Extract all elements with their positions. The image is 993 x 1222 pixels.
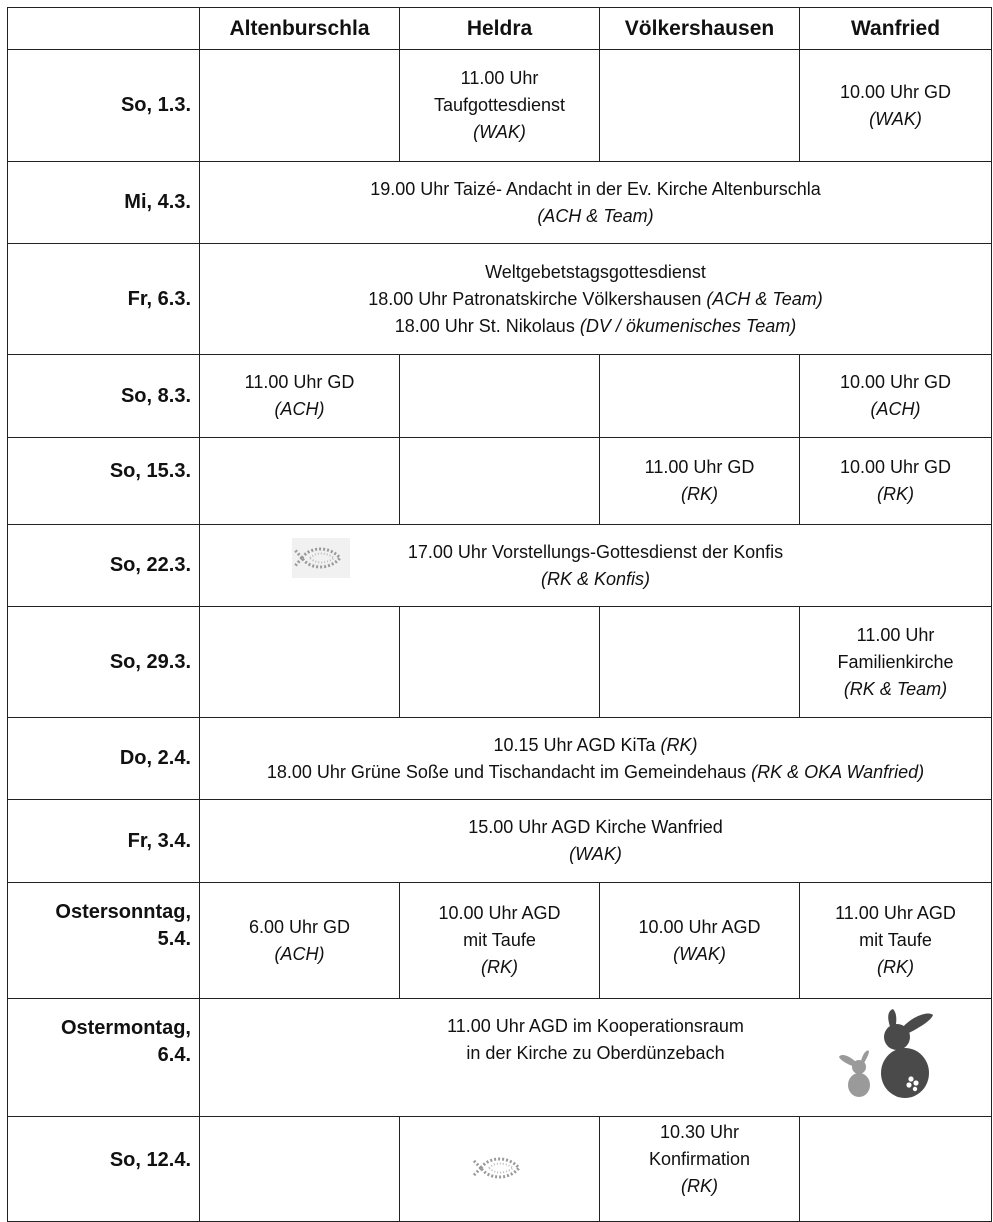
table-row xyxy=(8,1117,992,1222)
service-leader: (WAK) xyxy=(569,844,622,864)
service-cell xyxy=(600,438,800,525)
service-span-cell xyxy=(200,525,992,607)
table-row xyxy=(8,800,992,883)
service-cell xyxy=(200,1117,400,1222)
column-header-heldra: Heldra xyxy=(400,8,600,50)
service-text: in der Kirche zu Oberdünzebach xyxy=(466,1043,725,1063)
service-leader: (RK) xyxy=(877,957,914,977)
service-text: 11.00 Uhr xyxy=(856,624,935,645)
row-date: Fr, 3.4. xyxy=(8,800,200,883)
service-line xyxy=(204,286,987,313)
service-text: 11.00 Uhr GD xyxy=(644,457,755,477)
row-date: So, 15.3. xyxy=(8,438,200,525)
service-cell xyxy=(600,607,800,718)
service-leader: (RK) xyxy=(660,734,698,755)
row-date: So, 12.4. xyxy=(8,1117,200,1222)
table-row xyxy=(8,355,992,438)
service-leader: (ACH) xyxy=(274,399,325,419)
table-row xyxy=(8,883,992,999)
service-cell xyxy=(800,883,992,999)
service-leader: (RK & OKA Wanfried) xyxy=(751,761,925,782)
service-leader: (DV / ökumenisches Team) xyxy=(579,315,797,336)
service-text: 18.00 Uhr Grüne Soße und Tischandacht im Gemeindehaus xyxy=(266,761,752,782)
service-text: 10.30 Uhr xyxy=(659,1122,740,1142)
row-date: So, 22.3. xyxy=(8,525,200,607)
row-date: Mi, 4.3. xyxy=(8,162,200,244)
service-span-cell xyxy=(200,718,992,800)
service-text: mit Taufe xyxy=(463,930,536,950)
service-text: 11.00 Uhr xyxy=(460,68,539,88)
service-text: Konfirmation xyxy=(648,1149,751,1169)
service-cell xyxy=(400,1117,600,1222)
service-line xyxy=(204,759,987,786)
service-cell xyxy=(400,50,600,162)
service-text: 18.00 Uhr Patronatskirche Völkershausen xyxy=(368,288,707,309)
row-date: So, 29.3. xyxy=(8,607,200,718)
service-leader: (ACH & Team) xyxy=(706,288,823,309)
service-text: mit Taufe xyxy=(859,930,932,950)
service-span-cell xyxy=(200,162,992,244)
table-row xyxy=(8,607,992,718)
table-row xyxy=(8,525,992,607)
table-row xyxy=(8,999,992,1117)
table-row xyxy=(8,718,992,800)
table-row xyxy=(8,162,992,244)
column-header-wanfried: Wanfried xyxy=(800,8,992,50)
service-text: 18.00 Uhr St. Nikolaus xyxy=(394,315,580,336)
service-cell xyxy=(200,50,400,162)
service-span-cell xyxy=(200,244,992,355)
service-leader: (RK) xyxy=(681,1176,718,1196)
row-date: So, 1.3. xyxy=(8,50,200,162)
service-text: 11.00 Uhr AGD xyxy=(835,903,956,923)
fish-icon xyxy=(469,1148,531,1196)
service-line xyxy=(204,732,987,759)
service-cell xyxy=(800,50,992,162)
service-text: 6.00 Uhr GD xyxy=(248,916,351,937)
row-date: Fr, 6.3. xyxy=(8,244,200,355)
service-text: 10.15 Uhr AGD KiTa xyxy=(493,734,661,755)
service-cell xyxy=(200,355,400,438)
row-date: Do, 2.4. xyxy=(8,718,200,800)
service-cell xyxy=(200,883,400,999)
column-header-altenburschla: Altenburschla xyxy=(200,8,400,50)
service-text: 15.00 Uhr AGD Kirche Wanfried xyxy=(468,817,723,837)
service-cell xyxy=(400,355,600,438)
table-row xyxy=(8,244,992,355)
service-text: Familienkirche xyxy=(837,651,954,672)
service-cell xyxy=(600,355,800,438)
header-corner xyxy=(8,8,200,50)
service-cell xyxy=(400,883,600,999)
service-cell xyxy=(800,438,992,525)
service-span-cell xyxy=(200,999,992,1117)
service-leader: (RK & Team) xyxy=(843,678,948,699)
service-leader: (RK) xyxy=(681,484,718,504)
service-leader: (RK & Konfis) xyxy=(540,568,651,589)
service-text: 10.00 Uhr GD xyxy=(839,81,952,102)
table-row xyxy=(8,50,992,162)
row-date-line: 6.4. xyxy=(157,1044,191,1066)
service-leader: (ACH & Team) xyxy=(537,205,654,226)
service-cell xyxy=(800,1117,992,1222)
service-leader: (RK) xyxy=(481,957,518,977)
service-text: 10.00 Uhr GD xyxy=(839,457,952,477)
service-text: Taufgottesdienst xyxy=(433,95,566,115)
service-leader: (WAK) xyxy=(473,122,526,142)
row-date-line: Ostersonntag, xyxy=(55,901,191,923)
service-leader: (ACH) xyxy=(274,943,325,964)
service-text: 19.00 Uhr Taizé- Andacht in der Ev. Kirche Altenburschla xyxy=(370,178,821,199)
service-cell xyxy=(200,438,400,525)
easter-bunny-icon xyxy=(831,1007,941,1107)
service-text: 10.00 Uhr AGD xyxy=(638,916,761,937)
row-date: So, 8.3. xyxy=(8,355,200,438)
service-leader: (ACH) xyxy=(870,399,921,419)
service-leader: (WAK) xyxy=(869,108,922,129)
table-row xyxy=(8,438,992,525)
header-row xyxy=(8,8,992,50)
service-text: 10.00 Uhr GD xyxy=(839,372,952,392)
service-cell xyxy=(800,355,992,438)
service-cell xyxy=(800,607,992,718)
row-date-line: Ostermontag, xyxy=(60,1017,191,1039)
service-text: 11.00 Uhr AGD im Kooperationsraum xyxy=(447,1016,744,1036)
column-header-voelkershausen: Völkershausen xyxy=(600,8,800,50)
service-text: 10.00 Uhr AGD xyxy=(438,903,561,923)
service-cell xyxy=(200,607,400,718)
row-date-line: 5.4. xyxy=(157,928,191,950)
service-cell xyxy=(400,438,600,525)
fish-icon xyxy=(292,538,350,586)
service-title: Weltgebetstagsgottesdienst xyxy=(485,261,706,282)
service-cell xyxy=(400,607,600,718)
church-service-schedule xyxy=(7,7,992,1222)
service-cell xyxy=(600,50,800,162)
row-date xyxy=(8,999,200,1117)
service-line xyxy=(204,313,987,340)
service-cell xyxy=(600,1117,800,1222)
row-date xyxy=(8,883,200,999)
service-leader: (WAK) xyxy=(673,943,726,964)
service-leader: (RK) xyxy=(877,484,914,504)
service-text: 11.00 Uhr GD xyxy=(244,372,355,392)
service-cell xyxy=(600,883,800,999)
service-text: 17.00 Uhr Vorstellungs-Gottesdienst der Konfis xyxy=(407,541,784,562)
service-span-cell xyxy=(200,800,992,883)
